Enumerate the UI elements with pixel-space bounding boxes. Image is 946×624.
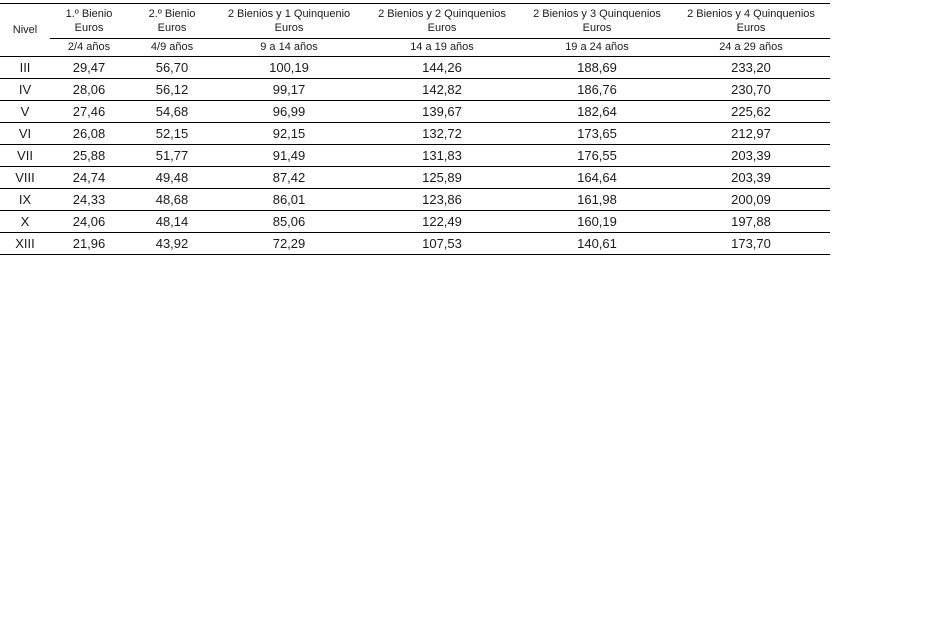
- value-cell: 87,42: [216, 167, 362, 189]
- value-cell: 52,15: [128, 123, 216, 145]
- value-cell: 197,88: [672, 211, 830, 233]
- value-cell: 48,14: [128, 211, 216, 233]
- nivel-cell: IX: [0, 189, 50, 211]
- value-cell: 160,19: [522, 211, 672, 233]
- value-cell: 99,17: [216, 79, 362, 101]
- header-col-6-unit: Euros: [736, 22, 766, 34]
- value-cell: 56,12: [128, 79, 216, 101]
- value-cell: 233,20: [672, 57, 830, 79]
- header-col-3: [216, 4, 362, 39]
- value-cell: 123,86: [362, 189, 522, 211]
- header-period-1: 2/4 años: [50, 39, 128, 57]
- table-row: [0, 145, 830, 167]
- value-cell: 176,55: [522, 145, 672, 167]
- value-cell: 173,65: [522, 123, 672, 145]
- value-cell: 100,19: [216, 57, 362, 79]
- value-cell: 96,99: [216, 101, 362, 123]
- header-col-4-unit: Euros: [427, 22, 457, 34]
- table-row: [0, 79, 830, 101]
- header-col-1-title: 1.º Bienio: [65, 8, 113, 20]
- value-cell: 56,70: [128, 57, 216, 79]
- value-cell: 203,39: [672, 167, 830, 189]
- value-cell: 24,74: [50, 167, 128, 189]
- header-period-6: 24 a 29 años: [672, 39, 830, 57]
- nivel-cell: VIII: [0, 167, 50, 189]
- value-cell: 48,68: [128, 189, 216, 211]
- value-cell: 43,92: [128, 233, 216, 255]
- value-cell: 144,26: [362, 57, 522, 79]
- table-row: [0, 233, 830, 255]
- value-cell: 164,64: [522, 167, 672, 189]
- header-col-4: [362, 4, 522, 39]
- header-col-2-unit: Euros: [157, 22, 187, 34]
- header-period-3: 9 a 14 años: [216, 39, 362, 57]
- table-row: [0, 101, 830, 123]
- table-row: [0, 123, 830, 145]
- nivel-cell: V: [0, 101, 50, 123]
- header-period-2: 4/9 años: [128, 39, 216, 57]
- nivel-cell: X: [0, 211, 50, 233]
- header-col-5: [522, 4, 672, 39]
- header-nivel: Nivel: [0, 4, 50, 57]
- value-cell: 200,09: [672, 189, 830, 211]
- header-col-6: [672, 4, 830, 39]
- header-col-3-title: 2 Bienios y 1 Quinquenio: [227, 8, 351, 20]
- value-cell: 91,49: [216, 145, 362, 167]
- value-cell: 54,68: [128, 101, 216, 123]
- header-row-titles: [0, 4, 830, 39]
- value-cell: 230,70: [672, 79, 830, 101]
- header-col-1: [50, 4, 128, 39]
- value-cell: 92,15: [216, 123, 362, 145]
- header-col-2: [128, 4, 216, 39]
- table-row: [0, 211, 830, 233]
- nivel-cell: III: [0, 57, 50, 79]
- value-cell: 161,98: [522, 189, 672, 211]
- header-col-2-title: 2.º Bienio: [148, 8, 196, 20]
- nivel-cell: XIII: [0, 233, 50, 255]
- table-row: [0, 189, 830, 211]
- header-col-3-unit: Euros: [274, 22, 304, 34]
- value-cell: 25,88: [50, 145, 128, 167]
- value-cell: 225,62: [672, 101, 830, 123]
- value-cell: 122,49: [362, 211, 522, 233]
- value-cell: 24,06: [50, 211, 128, 233]
- header-row-periods: [0, 39, 830, 57]
- value-cell: 203,39: [672, 145, 830, 167]
- value-cell: 139,67: [362, 101, 522, 123]
- value-cell: 27,46: [50, 101, 128, 123]
- value-cell: 182,64: [522, 101, 672, 123]
- nivel-cell: IV: [0, 79, 50, 101]
- value-cell: 186,76: [522, 79, 672, 101]
- value-cell: 72,29: [216, 233, 362, 255]
- value-cell: 142,82: [362, 79, 522, 101]
- value-cell: 188,69: [522, 57, 672, 79]
- header-col-5-title: 2 Bienios y 3 Quinquenios: [533, 8, 661, 20]
- salary-seniority-table: [0, 3, 830, 255]
- value-cell: 140,61: [522, 233, 672, 255]
- table-row: [0, 167, 830, 189]
- header-col-6-title: 2 Bienios y 4 Quinquenios: [687, 8, 815, 20]
- value-cell: 49,48: [128, 167, 216, 189]
- value-cell: 51,77: [128, 145, 216, 167]
- value-cell: 85,06: [216, 211, 362, 233]
- nivel-cell: VII: [0, 145, 50, 167]
- value-cell: 28,06: [50, 79, 128, 101]
- header-period-5: 19 a 24 años: [522, 39, 672, 57]
- value-cell: 212,97: [672, 123, 830, 145]
- value-cell: 173,70: [672, 233, 830, 255]
- value-cell: 125,89: [362, 167, 522, 189]
- value-cell: 86,01: [216, 189, 362, 211]
- value-cell: 132,72: [362, 123, 522, 145]
- value-cell: 21,96: [50, 233, 128, 255]
- value-cell: 107,53: [362, 233, 522, 255]
- table-row: [0, 57, 830, 79]
- header-col-4-title: 2 Bienios y 2 Quinquenios: [378, 8, 506, 20]
- header-period-4: 14 a 19 años: [362, 39, 522, 57]
- value-cell: 29,47: [50, 57, 128, 79]
- header-col-5-unit: Euros: [582, 22, 612, 34]
- value-cell: 131,83: [362, 145, 522, 167]
- nivel-cell: VI: [0, 123, 50, 145]
- header-col-1-unit: Euros: [74, 22, 104, 34]
- value-cell: 26,08: [50, 123, 128, 145]
- value-cell: 24,33: [50, 189, 128, 211]
